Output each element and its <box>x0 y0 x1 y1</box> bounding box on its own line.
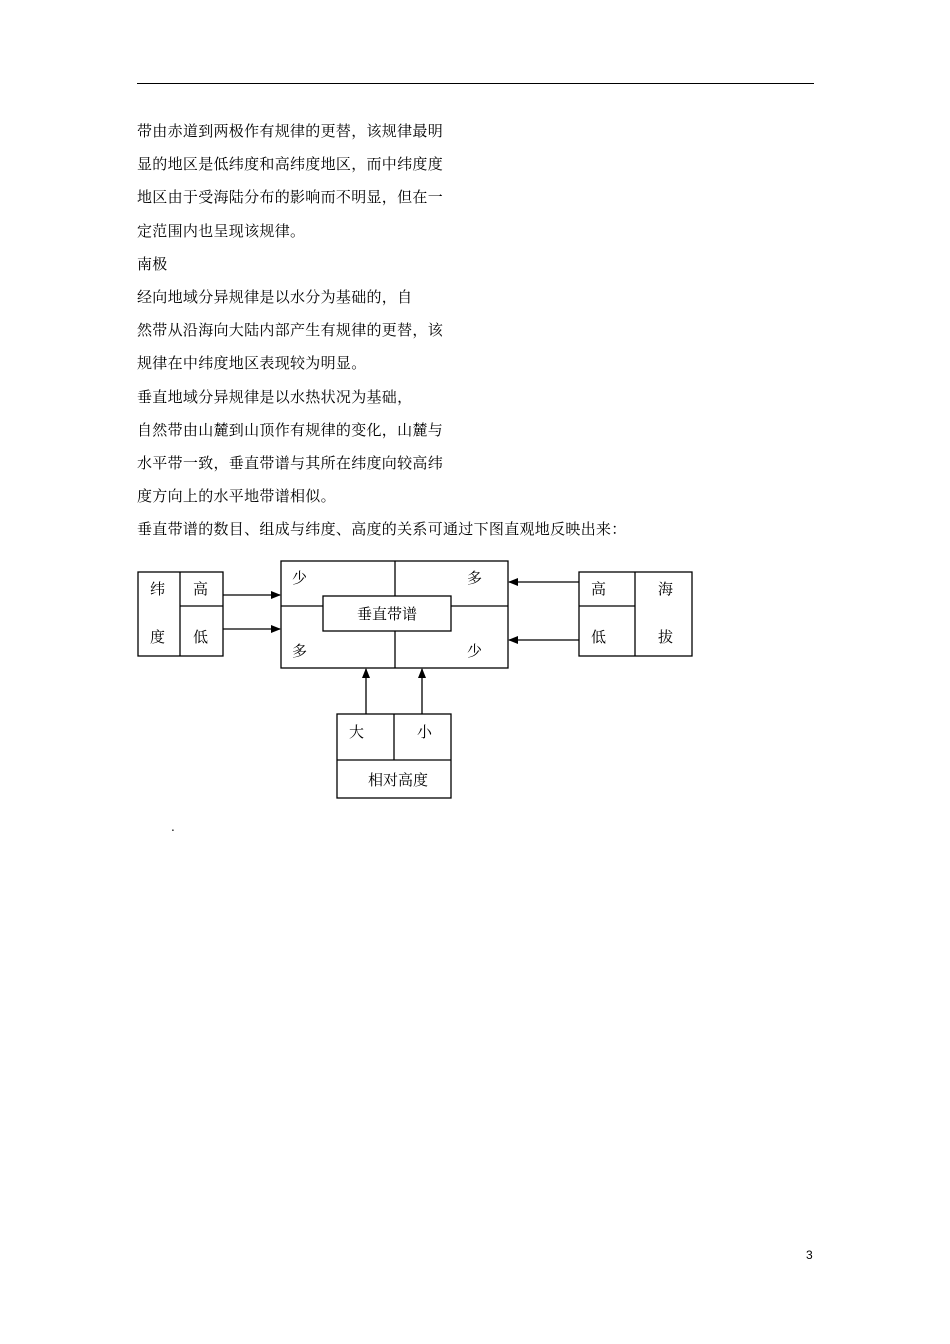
paragraph-line: 自然带由山麓到山顶作有规律的变化，山麓与 <box>137 420 444 439</box>
center-bottom-left: 多 <box>292 642 308 660</box>
paragraph-line: 南极 <box>137 254 168 273</box>
paragraph-line: 地区由于受海陆分布的影响而不明显，但在一 <box>137 188 444 207</box>
center-bottom-right: 少 <box>467 642 483 660</box>
center-top-right: 多 <box>467 569 483 587</box>
paragraph-line: 水平带一致，垂直带谱与其所在纬度向较高纬 <box>137 453 444 472</box>
latitude-low: 低 <box>193 628 209 646</box>
paragraph-line: 垂直带谱的数目、组成与纬度、高度的关系可通过下图直观地反映出来： <box>137 520 627 539</box>
paragraph-line: 垂直地域分异规律是以水热状况为基础， <box>137 387 413 406</box>
relative-big: 大 <box>349 723 365 741</box>
center-title: 垂直带谱 <box>356 605 418 623</box>
center-top-left: 少 <box>292 569 308 587</box>
paragraph-line: 规律在中纬度地区表现较为明显。 <box>137 354 367 373</box>
altitude-low: 低 <box>591 628 607 646</box>
paragraph-line: 然带从沿海向大陆内部产生有规律的更替，该 <box>137 321 444 340</box>
paragraph-line: 带由赤道到两极作有规律的更替，该规律最明 <box>137 122 444 140</box>
paragraph-line: 显的地区是低纬度和高纬度地区，而中纬度度 <box>137 155 444 174</box>
paragraph-line: 度方向上的水平地带谱相似。 <box>137 487 336 506</box>
relative-small: 小 <box>417 723 433 741</box>
altitude-label-top: 海 <box>658 580 674 598</box>
relative-height-label: 相对高度 <box>367 771 429 789</box>
altitude-label-bottom: 拔 <box>658 628 674 646</box>
trailing-dot: . <box>171 820 175 834</box>
latitude-high: 高 <box>193 580 209 598</box>
paragraph-line: 经向地域分异规律是以水分为基础的，自 <box>137 287 413 306</box>
latitude-label-bottom: 度 <box>150 628 166 646</box>
paragraph-line: 定范围内也呈现该规律。 <box>137 221 306 240</box>
page-number: 3 <box>806 1248 813 1262</box>
latitude-label-top: 纬 <box>150 580 166 598</box>
altitude-high: 高 <box>591 580 607 598</box>
